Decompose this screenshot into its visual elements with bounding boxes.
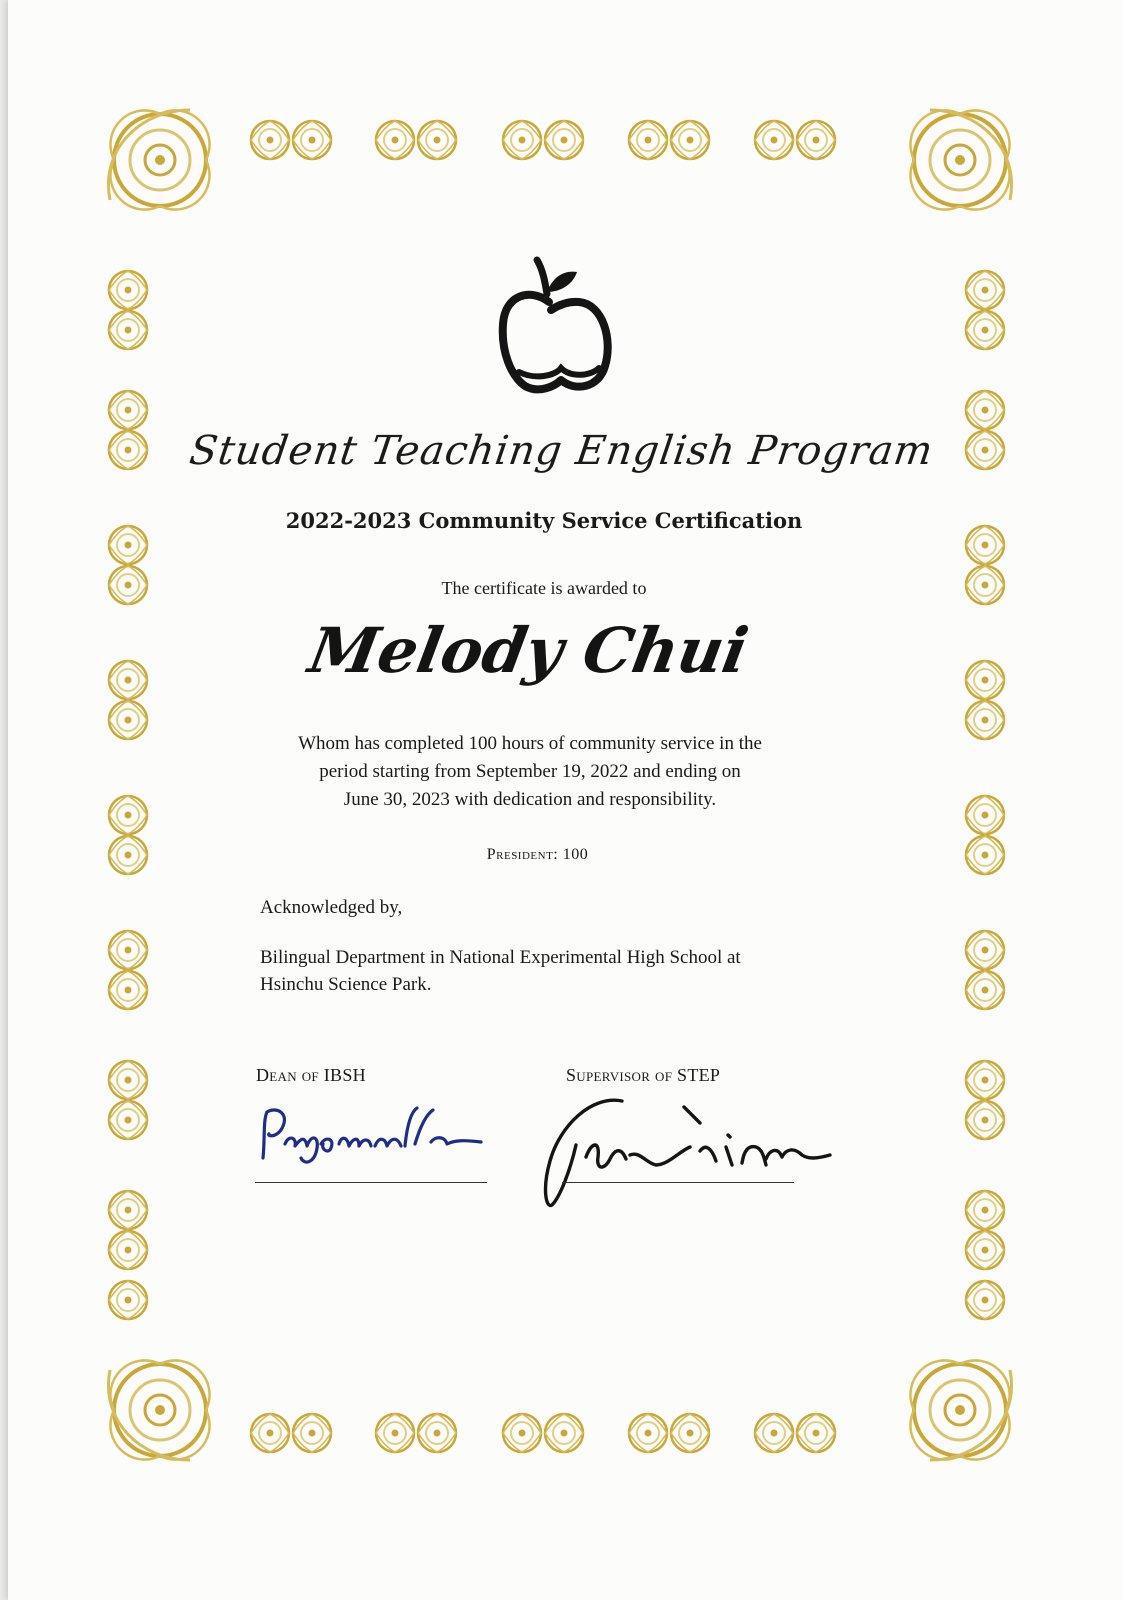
supervisor-title: Supervisor of STEP: [566, 1065, 721, 1085]
service-description: [260, 730, 800, 814]
description-line: June 30, 2023 with dedication and responsibility.: [343, 789, 717, 810]
program-title: Student Teaching English Program: [186, 428, 937, 474]
description-line: period starting from September 19, 2022 and ending on: [319, 761, 741, 782]
acknowledged-label: Acknowledged by,: [260, 897, 403, 918]
certification-title: 2022-2023 Community Service Certification: [285, 508, 803, 533]
dean-title: Dean of IBSH: [256, 1065, 366, 1085]
department-line: Bilingual Department in National Experimental High School at: [260, 947, 741, 968]
supervisor-signature: [530, 1085, 860, 1215]
department-line: Hsinchu Science Park.: [260, 974, 432, 995]
description-line: Whom has completed 100 hours of community service in the: [298, 733, 762, 754]
supervisor-signature-line: [562, 1182, 794, 1183]
department-text: [260, 944, 820, 998]
recipient-name: Melody Chui: [303, 614, 754, 687]
awarded-text: The certificate is awarded to: [441, 578, 647, 598]
president-line: President: 100: [486, 846, 589, 863]
apple-icon: [495, 248, 615, 398]
dean-signature: [255, 1100, 495, 1180]
dean-signature-line: [255, 1182, 487, 1183]
